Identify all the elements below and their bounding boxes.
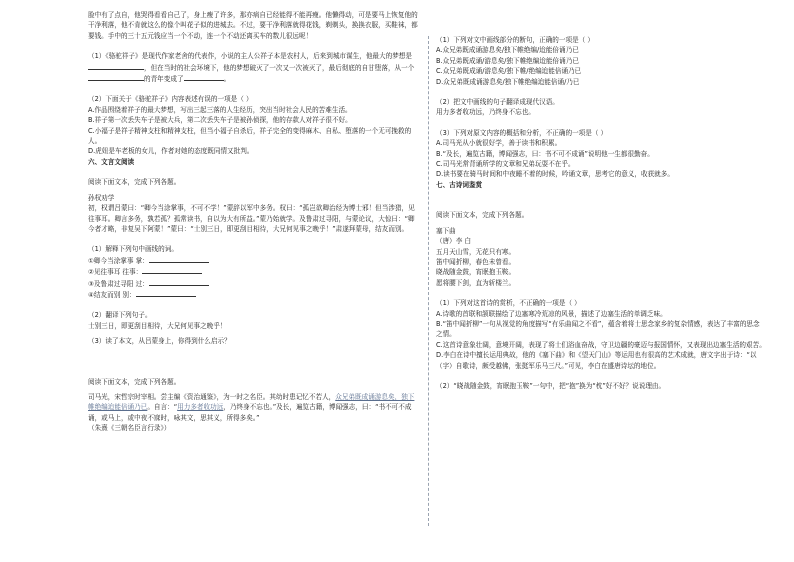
poem-line-3: 晓战随金鼓，宵眠抱玉鞍。	[436, 268, 516, 277]
r-option-1d: D.众兄弟既成诵游息矣/独下帷绝编迨能倍诵/乃已	[436, 77, 580, 86]
poem-line-2: 笛中闻折柳，春色未曾看。	[436, 257, 516, 266]
r-question-5: （2）“晓战随金鼓，宵眠抱玉鞍”一句中，把“抱”换为“枕”好不好？说说理由。	[436, 381, 666, 390]
question-1-part-c: 的青年变成了	[144, 75, 184, 84]
section-heading-7: 七、古诗词鉴赏	[436, 180, 483, 189]
reading-instruction-1: 阅读下面文本，完成下列各题。	[88, 178, 181, 187]
r-option-3b: B.“及长，遍览古籍，博闻强志，曰：书不可不成诵”说明他一生都很勤奋。	[436, 149, 654, 158]
passage-2-underlined-1: 众兄弟既成诵游息矣，独下帷绝编迨能倍诵乃已	[88, 392, 415, 412]
question-explain: （1）解释下列句中画线的词。	[88, 245, 178, 254]
passage-2-source: （朱熹《三朝名臣言行录》）	[88, 424, 171, 433]
r-question-3: （3）下列对原文内容的概括和分析，不正确的一项是（ ）	[436, 128, 608, 137]
passage-title-1: 孙权劝学	[88, 193, 115, 202]
poem-title: 塞下曲	[436, 226, 456, 235]
passage-1: 初，权谓吕蒙曰：“卿今当涂掌事，不可不学！”蒙辞以军中多务。权曰：“孤岂欲卿治经为博士邪！但当涉猎，见往事耳。卿言多务，孰若孤？孤常读书，自以为大有所益。”蒙乃始就学。及鲁肃过寻阳，与蒙论议，大惊曰：“卿今者才略，非复吴下阿蒙！”蒙曰：“士别三日，即更刮目相待，大兄何见事之晚乎！”肃遂拜蒙母，结友而别。	[88, 204, 415, 233]
right-column	[436, 10, 766, 391]
poem-author: （唐）李 白	[436, 237, 472, 246]
r-option-1b: B.众兄弟既成诵/游息矣/独下帷绝编迨能倍诵乃已	[436, 56, 579, 65]
r-option-4a: A.诗歌的首联和颔联描绘了边塞寒冷荒凉的风景，描述了边塞生活的单调乏味。	[436, 309, 667, 318]
r-option-3a: A.司马光从小就很好学，善于读书和积累。	[436, 139, 562, 148]
word-item-4-text: ④结友而别 别：	[88, 290, 136, 299]
poem-line-4: 愿将腰下剑，直为斩楼兰。	[436, 278, 516, 287]
r-option-4c: C.这首诗意象壮阔，意境开阔，表现了将士们浴血奋战，守卫边疆的豪迈与报国情怀，又表现出边塞生活的艰苦。	[436, 340, 766, 349]
word-item-1-text: ①卿今当涂掌事 掌：	[88, 256, 149, 265]
option-d: D.虎妞是车老板的女儿，作者对她的态度既同情又批判。	[88, 147, 254, 156]
poem-line-1: 五月天山雪，无花只有寒。	[436, 247, 516, 256]
word-item-2-text: ②见往事耳 往事：	[88, 268, 143, 277]
r-question-2: （2）把文中画线的句子翻译成现代汉语。	[436, 98, 559, 107]
question-2: （2）下面关于《骆驼祥子》内容表述有误的一项是（ ）	[88, 95, 253, 104]
passage-2-part-c: ，乃终身不忘也。”及长，遍览古籍，博闻强志，曰：“书不可不成诵，或马上，或中夜不寐时，咏其文，思其义，所得多矣。”	[88, 403, 412, 422]
r-option-3c: C.司马光常背诵所学的文章和兄弟玩耍不在乎。	[436, 160, 575, 169]
passage-2	[88, 392, 418, 423]
word-item-1	[88, 255, 418, 266]
passage-2-underlined-2: 用力多者收功远	[177, 403, 224, 412]
sentence-translate: 士别三日，即更刮目相待，大兄何见事之晚乎！	[88, 321, 227, 330]
r-reading-instruction: 阅读下面文本，完成下列各题。	[436, 211, 529, 220]
r-question-4: （1）下列对这首诗的赏析，不正确的一项是（ ）	[436, 299, 581, 308]
column-divider	[428, 36, 429, 526]
passage-2-part-a: 司马光，宋哲宗时宰相。尝主编《资治通鉴》，为一时之名臣。其幼时患记忆不若人，	[88, 392, 336, 401]
r-option-4b: B.“笛中闻折柳”一句从视觉的角度描写“有乐曲闻之不看”，蕴含着将士思念家乡的复杂情感，表达了丰富的思念之情。	[436, 319, 760, 339]
r-option-1a: A.众兄弟既成诵游息矣/独下帷绝编/迨能倍诵乃已	[436, 46, 579, 55]
question-insight: （3）读了本文，从吕蒙身上，你得到什么启示？	[88, 337, 231, 346]
r-question-1: （1）下列对文中画线部分的断句，正确的一项是（ ）	[436, 36, 594, 44]
option-c: C.小福子是祥子精神支柱和精神支柱，但当小福子自杀后，祥子完全的变得麻木、自私、堕落的一个无可挽救的人。	[88, 126, 412, 146]
option-b: B.祥子第一次丢失车子是被大兵，第二次丢失车子是被孙侦探，他的存款人对祥子很不好。	[88, 116, 352, 125]
word-item-4	[88, 289, 418, 300]
word-blank-2[interactable]	[142, 266, 202, 274]
word-item-3	[88, 278, 418, 289]
r-option-1c: C.众兄弟既成诵/游息矣/独下帷/绝编迨能倍诵乃已	[436, 67, 582, 76]
question-1-part-a: （1）《骆驼祥子》是现代作家老舍的代表作，小说的主人公祥子本是农村人，后来到城市谋生，他最大的梦想是	[88, 52, 412, 61]
passage-2-part-b: 。自言：“	[147, 403, 178, 412]
word-blank-1[interactable]	[149, 255, 209, 263]
word-item-3-text: ③及鲁肃过寻阳 过：	[88, 279, 149, 288]
intro-paragraph: 脸中有了点自，他哭得看看自己了，身上瘦了许多，那亦病自已经能得不能再瘦。他懒得动，可是要马上恢复他的干净利落，他不肯就这么的像个叫花子似的进城去。不过，要干净利落就得花钱，剃剃头，换换衣服，买鞋袜，都要钱。手中的三十五元钱应当一个不动，连一个不动还离买车的数儿很远呢！	[88, 11, 418, 40]
question-1: （1）《骆驼祥子》是现代作家老舍的代表作，小说的主人公祥子本是农村人，后来到城市谋生，他最大的梦想是，但在当时的社会环境下，他的梦想破灭了一次又一次被灭了，最后彻底的自甘堕落，从一个的青年变成了 。	[88, 52, 415, 84]
word-blank-4[interactable]	[136, 289, 196, 297]
answer-blank-2[interactable]	[88, 73, 144, 81]
r-option-3d: D.读书要在骑马时间和中夜睡不着的时候，吟诵文章，思考它的意义，收获就多。	[436, 170, 674, 179]
option-a: A.作品围绕着祥子的最大梦想，写出三起三落的人生经历，突出当时社会人民的苦难生活。	[88, 105, 352, 114]
answer-blank-1[interactable]	[88, 62, 144, 70]
section-heading-6: 六、文言文阅读	[88, 157, 135, 166]
r-question-2-sentence: 用力多者收功远，乃终身不忘也。	[436, 108, 535, 117]
word-item-2	[88, 266, 418, 277]
word-blank-3[interactable]	[149, 278, 209, 286]
r-option-4d: D.李白在诗中擅长运用典故，他的《塞下曲》和《望天门山》等运用也有很高的艺术成就，唐文字出于诗：“以（字）自歌诗，颇受越佛，张挺军乐马三尺。”可见，李白在盛唐诗坛的地位。	[436, 351, 757, 370]
answer-blank-3[interactable]	[184, 73, 224, 81]
question-translate: （2）翻译下列句子。	[88, 311, 152, 320]
question-1-part-b: ，但在当时的社会环境下，他的梦想破灭了一次又一次被灭了，最后彻底的自甘堕落，从一个	[144, 63, 415, 72]
left-column	[88, 10, 418, 434]
reading-instruction-2: 阅读下面文本，完成下列各题。	[88, 377, 181, 386]
